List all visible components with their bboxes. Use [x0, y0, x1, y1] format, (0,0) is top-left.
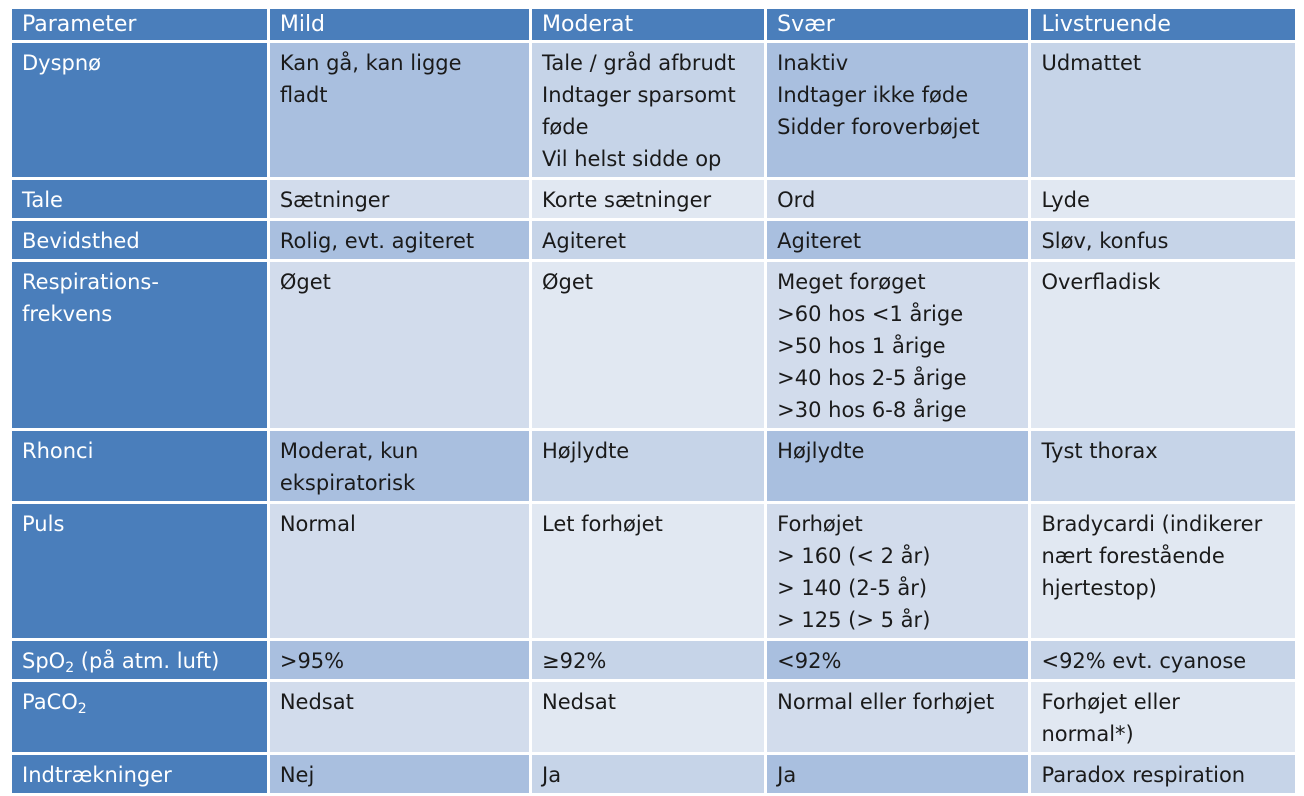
cell-line: > 140 (2-5 år) [777, 576, 928, 600]
row-parameter [12, 682, 267, 752]
table-row [12, 43, 1295, 177]
parameter-line: Puls [22, 512, 65, 536]
cell-line: normal*) [1041, 722, 1134, 746]
cell-moderat [532, 262, 764, 428]
cell-svaer [767, 43, 1028, 177]
cell-line: Korte sætninger [542, 188, 712, 212]
cell-line: Sløv, konfus [1041, 229, 1169, 253]
cell-line: Normal eller forhøjet [777, 690, 995, 714]
table-row [12, 504, 1295, 638]
severity-table-container [12, 9, 1298, 787]
cell-line: Bradycardi (indikerer [1041, 512, 1263, 536]
parameter-line: Tale [22, 188, 63, 212]
cell-line: ≥92% [542, 649, 607, 673]
cell-line: Meget forøget [777, 270, 926, 294]
cell-svaer [767, 682, 1028, 752]
cell-moderat [532, 221, 764, 259]
cell-svaer [767, 431, 1028, 501]
row-parameter [12, 180, 267, 218]
cell-line: >95% [279, 649, 345, 673]
header-parameter: Parameter [12, 9, 267, 40]
cell-mild [270, 180, 529, 218]
parameter-line: Rhonci [22, 439, 94, 463]
cell-line: Let forhøjet [542, 512, 663, 536]
cell-line: >40 hos 2-5 årige [777, 366, 967, 390]
cell-svaer [767, 504, 1028, 638]
parameter-main: PaCO [22, 690, 78, 714]
cell-mild [270, 755, 529, 793]
cell-line: fladt [279, 83, 328, 107]
cell-line: Indtager sparsomt [542, 83, 736, 107]
cell-line: >60 hos <1 årige [777, 302, 964, 326]
cell-line: ekspiratorisk [279, 471, 416, 495]
cell-line: Rolig, evt. agiteret [279, 229, 475, 253]
cell-line: Sidder foroverbøjet [777, 115, 980, 139]
row-parameter [12, 504, 267, 638]
table-row [12, 755, 1295, 793]
parameter-line: frekvens [22, 302, 113, 326]
cell-livstruende [1031, 43, 1295, 177]
cell-line: Paradox respiration [1041, 763, 1246, 787]
cell-line: Agiteret [542, 229, 627, 253]
cell-line: Kan gå, kan ligge [279, 51, 462, 75]
cell-line: Agiteret [777, 229, 862, 253]
parameter-line: Indtrækninger [22, 763, 172, 787]
cell-mild [270, 682, 529, 752]
cell-svaer [767, 180, 1028, 218]
cell-mild [270, 641, 529, 679]
cell-line: Inaktiv [777, 51, 849, 75]
cell-moderat [532, 682, 764, 752]
cell-line: > 160 (< 2 år) [777, 544, 931, 568]
cell-line: Nej [279, 763, 315, 787]
cell-livstruende [1031, 431, 1295, 501]
cell-mild [270, 431, 529, 501]
table-row [12, 221, 1295, 259]
table-row [12, 180, 1295, 218]
parameter-rest: (på atm. luft) [74, 649, 220, 673]
cell-line: Tale / gråd afbrudt [542, 51, 736, 75]
cell-livstruende [1031, 641, 1295, 679]
header-livstruende: Livstruende [1031, 9, 1295, 40]
table-header-row [12, 9, 1295, 40]
cell-livstruende [1031, 682, 1295, 752]
header-mild: Mild [270, 9, 529, 40]
parameter-line: Respirations- [22, 270, 159, 294]
table-row [12, 682, 1295, 752]
cell-moderat [532, 504, 764, 638]
row-parameter [12, 431, 267, 501]
cell-mild [270, 221, 529, 259]
cell-svaer [767, 262, 1028, 428]
header-svaer: Svær [767, 9, 1028, 40]
cell-line: nært forestående [1041, 544, 1225, 568]
cell-line: Normal [279, 512, 356, 536]
cell-line: Moderat, kun [279, 439, 419, 463]
cell-line: Sætninger [279, 188, 390, 212]
parameter-line: Bevidsthed [22, 229, 140, 253]
cell-line: Højlydte [542, 439, 630, 463]
cell-line: hjertestop) [1041, 576, 1157, 600]
cell-livstruende [1031, 262, 1295, 428]
table-row [12, 641, 1295, 679]
cell-livstruende [1031, 504, 1295, 638]
asthma-severity-table [9, 6, 1298, 796]
cell-line: Ja [542, 763, 562, 787]
row-parameter [12, 262, 267, 428]
cell-moderat [532, 755, 764, 793]
cell-mild [270, 43, 529, 177]
cell-line: Overfladisk [1041, 270, 1161, 294]
cell-line: Nedsat [279, 690, 354, 714]
row-parameter [12, 641, 267, 679]
row-parameter [12, 43, 267, 177]
cell-mild [270, 504, 529, 638]
parameter-subscript: 2 [77, 701, 87, 717]
cell-moderat [532, 641, 764, 679]
cell-line: Vil helst sidde op [542, 147, 722, 171]
parameter-line [22, 645, 257, 677]
cell-livstruende [1031, 755, 1295, 793]
cell-line: Forhøjet eller [1041, 690, 1180, 714]
parameter-line: Dyspnø [22, 51, 102, 75]
cell-moderat [532, 180, 764, 218]
table-row [12, 262, 1295, 428]
cell-svaer [767, 221, 1028, 259]
cell-line: Forhøjet [777, 512, 863, 536]
cell-moderat [532, 43, 764, 177]
footnote-fragment [420, 742, 480, 754]
cell-line: føde [542, 115, 589, 139]
cell-line: Ord [777, 188, 816, 212]
cell-line: Lyde [1041, 188, 1090, 212]
parameter-subscript: 2 [65, 660, 75, 676]
table-row [12, 431, 1295, 501]
cell-line: <92% evt. cyanose [1041, 649, 1247, 673]
cell-line: Udmattet [1041, 51, 1142, 75]
cell-line: Nedsat [542, 690, 617, 714]
row-parameter [12, 221, 267, 259]
cell-livstruende [1031, 221, 1295, 259]
parameter-main: SpO [22, 649, 66, 673]
cell-line: > 125 (> 5 år) [777, 608, 931, 632]
header-moderat: Moderat [532, 9, 764, 40]
cell-mild [270, 262, 529, 428]
cell-line: Højlydte [777, 439, 865, 463]
cell-line: Indtager ikke føde [777, 83, 969, 107]
cell-livstruende [1031, 180, 1295, 218]
cell-svaer [767, 641, 1028, 679]
cell-line: >30 hos 6-8 årige [777, 398, 967, 422]
cell-line: >50 hos 1 årige [777, 334, 946, 358]
cell-svaer [767, 755, 1028, 793]
cell-line: Øget [542, 270, 594, 294]
cell-moderat [532, 431, 764, 501]
row-parameter [12, 755, 267, 793]
cell-line: Tyst thorax [1041, 439, 1158, 463]
parameter-line [22, 686, 257, 718]
cell-line: Ja [777, 763, 797, 787]
cell-line: <92% [777, 649, 842, 673]
cell-line: Øget [279, 270, 331, 294]
